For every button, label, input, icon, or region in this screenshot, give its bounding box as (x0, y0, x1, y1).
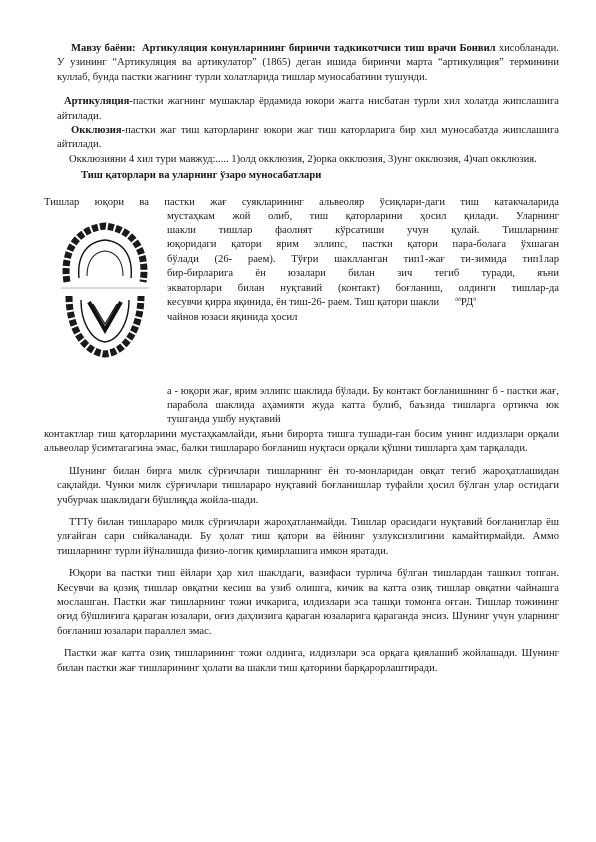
topic-title: Артикуляция конунларининг биринчи тадкикотчиси тиш врачи Бонвил (142, 43, 496, 54)
dental-arch-illustration (57, 218, 153, 360)
upper-dental-arch (66, 226, 144, 282)
molars-paragraph: Пастки жағ катта озиқ тишларининг тожи олдинга, илдизлари эса орқага қиялашиб жойлашади. Шунинг билан пастки жағ тишларининг ҳолати ва шакли тиш қаторини барқарорлаштиради. (57, 648, 559, 674)
figure-text-block (44, 196, 559, 381)
figure-side-text (167, 210, 559, 325)
occlusion-definition (57, 124, 559, 153)
figure-line: бўлади (26- раем). Тўғри шаклланган тип1-жағ ти-зимида тип1лар (167, 253, 559, 265)
section-heading: Тиш қаторлари ва уларнинг ўзаро муносабатлари (81, 170, 322, 182)
topic-rest: хисобланади. У узининг “Артикуляция ва артикулатор” (1865) деган ишида биринчи марта “артикуляция” терминини куллаб, бунда пастки жагнинг турли холатларида тишлар муносабатини тушунди. (57, 43, 559, 83)
occlusion-term: Окклюзия- (71, 125, 126, 137)
occlusion-types: Окклюзияни 4 хил тури мавжуд:..... 1)олд окклюзия, 2)орка окклюзия, 3)унг окклюзия, 4)чап окклюзия. (69, 153, 537, 165)
figure-line: чайнов юзаси яқинида ҳосил (167, 311, 298, 323)
ttt-paragraph: ТТТу билан тишлараро милк сўрғичлари жароҳатланмайди. Тишлар орасидаги нуқтавий боғланиглар ёш улғайган сари сийкаланади. Бу ҳолат тиш қатори ва ёйнинг узлуксизлигини камайтирмайди. Аммо тишларнинг турли йўналишда физио-логик қимирлашига имкон яратади. (57, 516, 559, 557)
gums-paragraph: Шунинг билан бирга милк сўрғичлари тишларнинг ён то-монларидан овқат тегиб жароҳатлашидан сақлайди. Чунки милк сўрғичлари тишлараро нуқтавий боғланишлар туфайли ҳосил бўлган улар остидаги учбурчак шаклидаги бўшлиқда жойла-шади. (57, 465, 559, 506)
figure-code-sup: а (473, 295, 477, 303)
figure-line (167, 296, 559, 310)
topic-paragraph (57, 42, 559, 85)
lower-dental-arch (69, 296, 141, 354)
figure-first-line: Тишлар юқори ва пастки жағ суякларининг альвеоляр ўсиқлари-даги тиш катакчаларида (44, 196, 559, 208)
figure-line: шакли тишлар фаолият кўрсатиши учун қулай. Тишларнинг (167, 225, 559, 237)
figure-continuation: контактлар тиш қаторларини мустаҳкамлайди, яъни бирорта тишга тушади-ган босим унинг илдизлари орқали альвеолар ўсимтагагина эмас, балки тишлараро боғланиш нуқтаси орқали қўшни тишларга ҳам тарқалади. (44, 428, 559, 455)
figure-line: экваторлари билан нуқтавий (контакт) боғланиш, олдинги тишлар-да (167, 282, 559, 294)
document-page (44, 40, 559, 676)
figure-line: бир-бирларига ён юзалари билан зич тегиб туради, яъни (167, 268, 559, 280)
articulation-text: пастки жагнинг мушаклар ёрдамида юкори жагга нисбатан турли хил холатда жипслашига айтилади. (57, 96, 559, 122)
figure-caption-text: а - юқори жағ, ярим эллипс шаклида бўлади. Бу контакт боғланишнинг б - пастки жағ, парабола шаклида аҳамияти жуда катта булиб, баъзида тишларга ортикча юк тушганда ушбу нуқтавий (167, 385, 559, 426)
figure-sup-marker: аа (455, 295, 461, 303)
figure-line: мустаҳкам жой олиб, тиш қаторларини ҳосил қилади. Уларнинг (167, 210, 559, 222)
figure-line: юқоридаги қатори ярим эллипс, пастки қатори пара-болага ўхшаган (167, 239, 559, 251)
tooth-forms-paragraph: Юқори ва пастки тиш ёйлари ҳар хил шаклдаги, вазифаси турлича бўлган тишлардан ташкил топган. Кесувчи ва қозиқ тишлар овқатни кесиш ва узиб олишга, кичик ва катта озиқ тишлар овқатни чайнашга мослашган. Пастки жағ тишларнинг тожи ичкарига, илдизлари эса ташқи томонга оғган. Тишлар тожининг оғид бўшлиғига қараган юзалари, оғиз даҳлизига қараган юзаларига қараганда энсиз. Шунинг учун уларнинг боғланиш юзалари параллел эмас. (57, 568, 559, 637)
figure-code: РД (460, 297, 474, 309)
articulation-definition (57, 95, 559, 124)
topic-label: Мавзу баёни: (71, 43, 136, 54)
occlusion-text: пастки жаг тиш каторларинг юкори жаг тиш каторларига бир хил муносабатда жипслашига айтилади. (57, 125, 559, 151)
articulation-term: Артикуляция- (64, 96, 133, 108)
figure-line-text: кесувчи қирра яқинида, ён тиш-26- раем. Тиш қатори шакли (167, 297, 440, 309)
